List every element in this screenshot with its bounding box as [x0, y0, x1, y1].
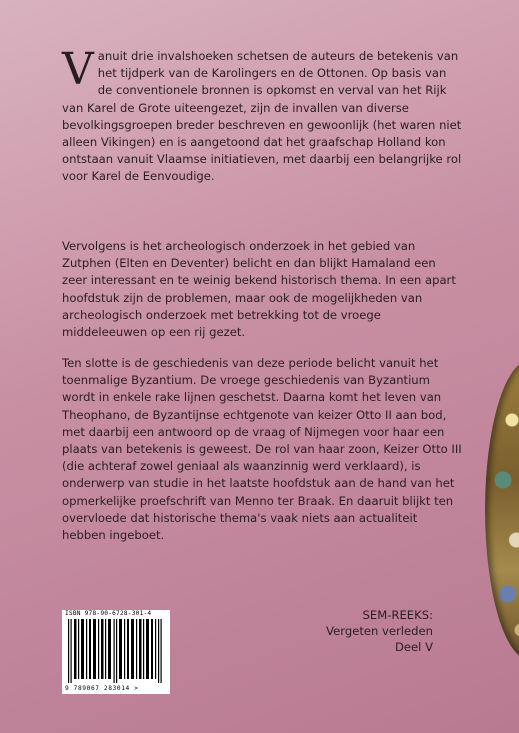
- series-title: SEM-REEKS:: [362, 608, 433, 622]
- paragraph-3-text: Ten slotte is de geschiedenis van deze periode belicht vanuit het toenmalige Byzantium. De vroege geschiedenis van Byzantium wordt in enkele rake lijnen geschetst. Daarna komt het leven van Theophano, de Byzantijnse echtgenote van keizer Otto II aan bod, met daarbij een antwoord op de vraag of Nijmegen voor haar een plaats van betekenis is geweest. De rol van haar zoon, Keizer Otto III (die achteraf zowel geniaal als waanzinnig werd verklaard), is onderwerp van studie in het laatste hoofdstuk aan de hand van het opmerkelijke proefschrift van Menno ter Braak. En daaruit blijkt ten overvloede dat historische thema's vaak niets aan actualiteit hebben ingeboet.: [62, 356, 462, 543]
- drop-cap: V: [62, 44, 94, 95]
- barcode-digits: 9 789067 283014: [65, 685, 130, 692]
- paragraph-1: [62, 44, 462, 186]
- barcode-bars: [66, 619, 166, 683]
- isbn-barcode: [62, 610, 170, 694]
- paragraph-1-text: anuit drie invalshoeken schetsen de auteurs de betekenis van het tijdperk van de Karolingers en de Ottonen. Op basis van de conventionele bronnen is opkomst en verval van het Rijk van Karel de Grote uiteengezet, zijn de invallen van diverse bevolkingsgroepen breder beschreven en gewoonlijk (het waren niet alleen Vikingen) en is aangetoond dat het graafschap Holland kon ontstaan vanuit Vlaamse initiatieven, met daarbij een belangrijke rol voor Karel de Eenvoudige.: [62, 49, 462, 184]
- isbn-label: ISBN 978-90-6728-301-4: [65, 610, 152, 617]
- series-subtitle: Vergeten verleden: [326, 624, 433, 638]
- paragraph-2-text: Vervolgens is het archeologisch onderzoek in het gebied van Zutphen (Elten en Deventer) belicht en dan blijkt Hamaland een zeer interessant en te weinig bekend historisch thema. In een apart hoofdstuk zijn de problemen, maar ook de mogelijkheden van archeologisch onderzoek met betrekking tot de vroege middeleeuwen op een rij gezet.: [62, 239, 456, 340]
- paragraph-3: [62, 355, 462, 544]
- series-info: [326, 607, 433, 655]
- paragraph-2: [62, 238, 462, 341]
- barcode-arrow: >: [134, 685, 139, 692]
- jeweled-ornament-image: [485, 360, 519, 660]
- series-volume: Deel V: [394, 640, 433, 654]
